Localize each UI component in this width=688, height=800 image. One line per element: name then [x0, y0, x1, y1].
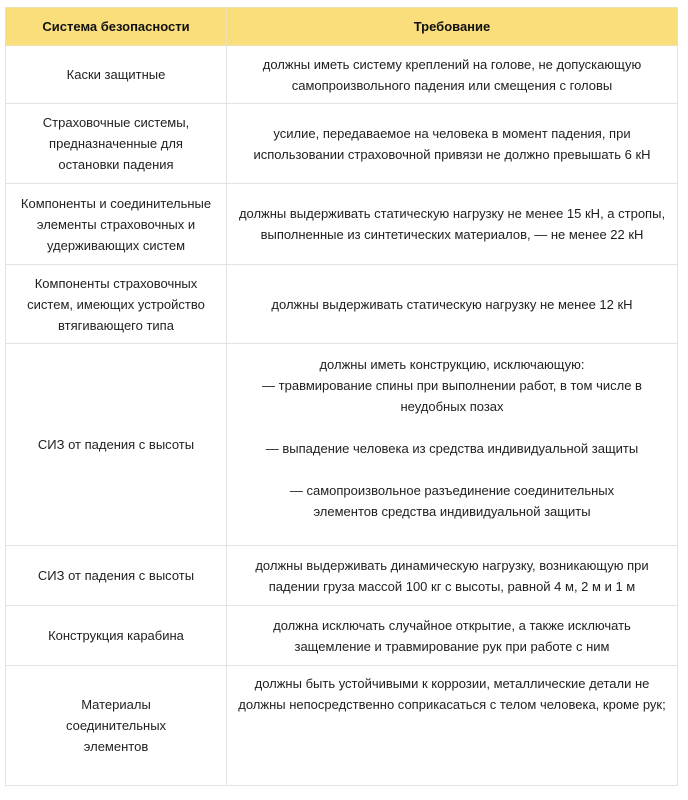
table-row	[6, 104, 678, 184]
cell-system: Материалы соединительных элементов	[6, 666, 227, 786]
cell-system: СИЗ от падения с высоты	[6, 344, 227, 546]
table-row	[6, 184, 678, 265]
table-row	[6, 46, 678, 104]
header-system: Система безопасности	[6, 8, 227, 46]
cell-system: Компоненты страховочных систем, имеющих устройство втягивающего типа	[6, 265, 227, 344]
header-requirement: Требование	[227, 8, 678, 46]
requirement-item: — выпадение человека из средства индивидуальной защиты	[265, 440, 639, 456]
requirement-item: — самопроизвольное разъединение соединительных элементов средства индивидуальной защиты	[289, 482, 615, 519]
table-row	[6, 265, 678, 344]
cell-requirement: усилие, передаваемое на человека в момент падения, при использовании страховочной привязи не должно превышать 6 кН	[227, 104, 678, 184]
cell-system: Конструкция карабина	[6, 606, 227, 666]
table-row	[6, 546, 678, 606]
cell-system: Каски защитные	[6, 46, 227, 104]
requirement-intro: должны иметь конструкцию, исключающую:	[319, 356, 585, 372]
cell-requirement: должны выдерживать динамическую нагрузку, возникающую при падении груза массой 100 кг с высоты, равной 4 м, 2 м и 1 м	[227, 546, 678, 606]
requirements-table	[5, 7, 678, 786]
cell-requirement: должны выдерживать статическую нагрузку не менее 12 кН	[227, 265, 678, 344]
cell-system: Страховочные системы, предназначенные для остановки падения	[6, 104, 227, 184]
table-row	[6, 606, 678, 666]
cell-system: СИЗ от падения с высоты	[6, 546, 227, 606]
table-row	[6, 344, 678, 546]
cell-requirement: должна исключать случайное открытие, а также исключать защемление и травмирование рук при работе с ним	[227, 606, 678, 666]
requirement-item: — травмирование спины при выполнении работ, в том числе в неудобных позах	[262, 377, 642, 414]
cell-requirement: должны иметь систему креплений на голове, не допускающую самопроизвольного падения или смещения с головы	[227, 46, 678, 104]
table-row	[6, 666, 678, 786]
cell-requirement	[227, 344, 678, 546]
requirement-text: должны быть устойчивыми к коррозии, металлические детали не должны непосредственно соприкасаться с телом человека, кроме рук;	[238, 676, 666, 712]
table-header-row	[6, 8, 678, 46]
cell-requirement: должны выдерживать статическую нагрузку не менее 15 кН, а стропы, выполненные из синтетических материалов, — не менее 22 кН	[227, 184, 678, 265]
cell-requirement	[227, 666, 678, 786]
cell-system: Компоненты и соединительные элементы страховочных и удерживающих систем	[6, 184, 227, 265]
